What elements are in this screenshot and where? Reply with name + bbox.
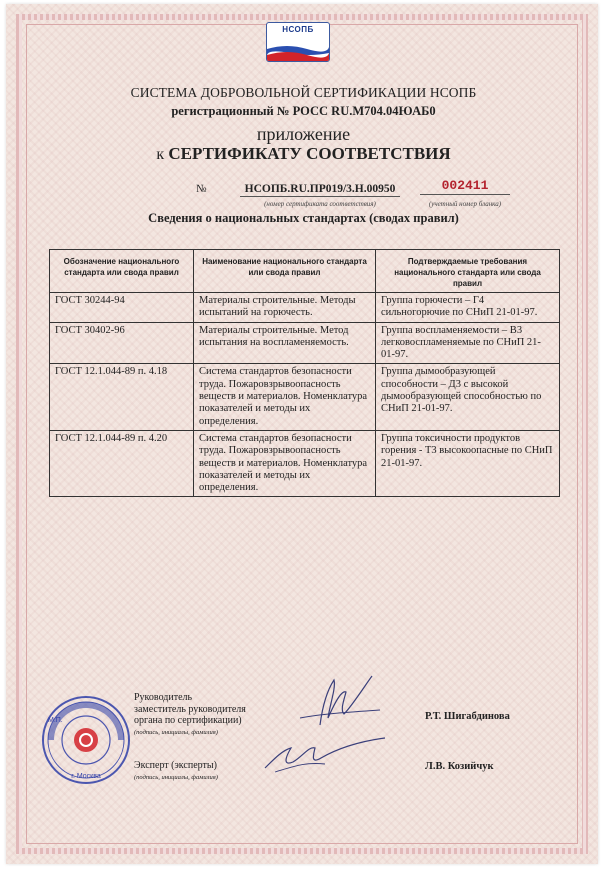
section-title: Сведения о национальных стандартах (сводах правил): [148, 211, 459, 225]
seal-mp: М.П.: [48, 717, 63, 724]
certificate-title: [0, 144, 607, 164]
head-line2: заместитель руководителя: [134, 703, 246, 715]
certificate-title-main: СЕРТИФИКАТУ СООТВЕТСТВИЯ: [168, 144, 451, 163]
nsopb-logo: [266, 22, 330, 62]
registration-number: регистрационный № РОСС RU.M704.04ЮАБ0: [171, 104, 436, 118]
expert-name: Л.В. Козийчук: [425, 761, 494, 772]
cell-name: Материалы строительные. Метод испытания на воспламеняемость.: [194, 322, 376, 364]
head-line1: Руководитель: [134, 692, 193, 703]
cell-requirement: Группа токсичности продуктов горения - Т3 высокоопасные по СНиП 21-01-97.: [376, 430, 560, 496]
seal-city: г. Москва: [71, 773, 101, 780]
seal-emblem-icon: [74, 728, 98, 752]
table-row: [50, 430, 560, 496]
cell-code: ГОСТ 12.1.044-89 п. 4.18: [50, 364, 194, 430]
expert-line: Эксперт (эксперты): [134, 760, 217, 771]
cell-code: ГОСТ 30244-94: [50, 293, 194, 323]
header-code: Обозначение национального стандарта или свода правил: [50, 250, 194, 293]
head-line3: органа по сертификации): [134, 715, 242, 726]
cell-name: Система стандартов безопасности труда. Пожаровзрывоопасность веществ и материалов. Номенклатура показателей и методы их определения.: [194, 364, 376, 430]
table-row: [50, 322, 560, 364]
header-name: Наименование национального стандарта или свода правил: [194, 250, 376, 293]
standards-table: [49, 249, 560, 497]
table-row: [50, 293, 560, 323]
system-title: СИСТЕМА ДОБРОВОЛЬНОЙ СЕРТИФИКАЦИИ НСОПБ: [130, 85, 477, 100]
cell-code: ГОСТ 12.1.044-89 п. 4.20: [50, 430, 194, 496]
table-header-row: [50, 250, 560, 293]
cell-code: ГОСТ 30402-96: [50, 322, 194, 364]
number-sign: №: [196, 183, 207, 195]
cell-requirement: Группа дымообразующей способности – Д3 с высокой дымообразующей способностью по СНиП 21-01-97.: [376, 364, 560, 430]
cell-requirement: Группа воспламеняемости – В3 легковоспламеняемые по СНиП 21-01-97.: [376, 322, 560, 364]
head-name: Р.Т. Шигабдинова: [425, 711, 510, 722]
cell-name: Материалы строительные. Методы испытаний на горючесть.: [194, 293, 376, 323]
appendix-title: приложение: [256, 124, 351, 144]
blank-number-caption: (учетный номер бланка): [428, 200, 502, 208]
expert-handwritten-signature: [255, 728, 395, 778]
expert-caption: (подпись, инициалы, фамилия): [134, 773, 218, 781]
official-seal: [40, 682, 132, 792]
head-caption: (подпись, инициалы, фамилия): [134, 728, 218, 736]
table-row: [50, 364, 560, 430]
number-line: [196, 178, 576, 213]
flag-wave-icon: [267, 35, 329, 61]
head-handwritten-signature: [290, 670, 390, 730]
certificate-number: НСОПБ.RU.ПР019/3.Н.00950: [240, 183, 400, 197]
certificate-title-prefix: к: [156, 146, 165, 163]
blank-number: 002411: [420, 178, 510, 195]
head-signature-block: [134, 692, 246, 738]
logo-text: НСОПБ: [282, 25, 314, 34]
cell-name: Система стандартов безопасности труда. Пожаровзрывоопасность веществ и материалов. Номенклатура показателей и методы их определения.: [194, 430, 376, 496]
expert-signature-block: [134, 760, 218, 783]
certificate-number-caption: (номер сертификата соответствия): [264, 200, 376, 208]
header-requirements: Подтверждаемые требования национального стандарта или свода правил: [376, 250, 560, 293]
cell-requirement: Группа горючести – Г4 сильногорючие по СНиП 21-01-97.: [376, 293, 560, 323]
